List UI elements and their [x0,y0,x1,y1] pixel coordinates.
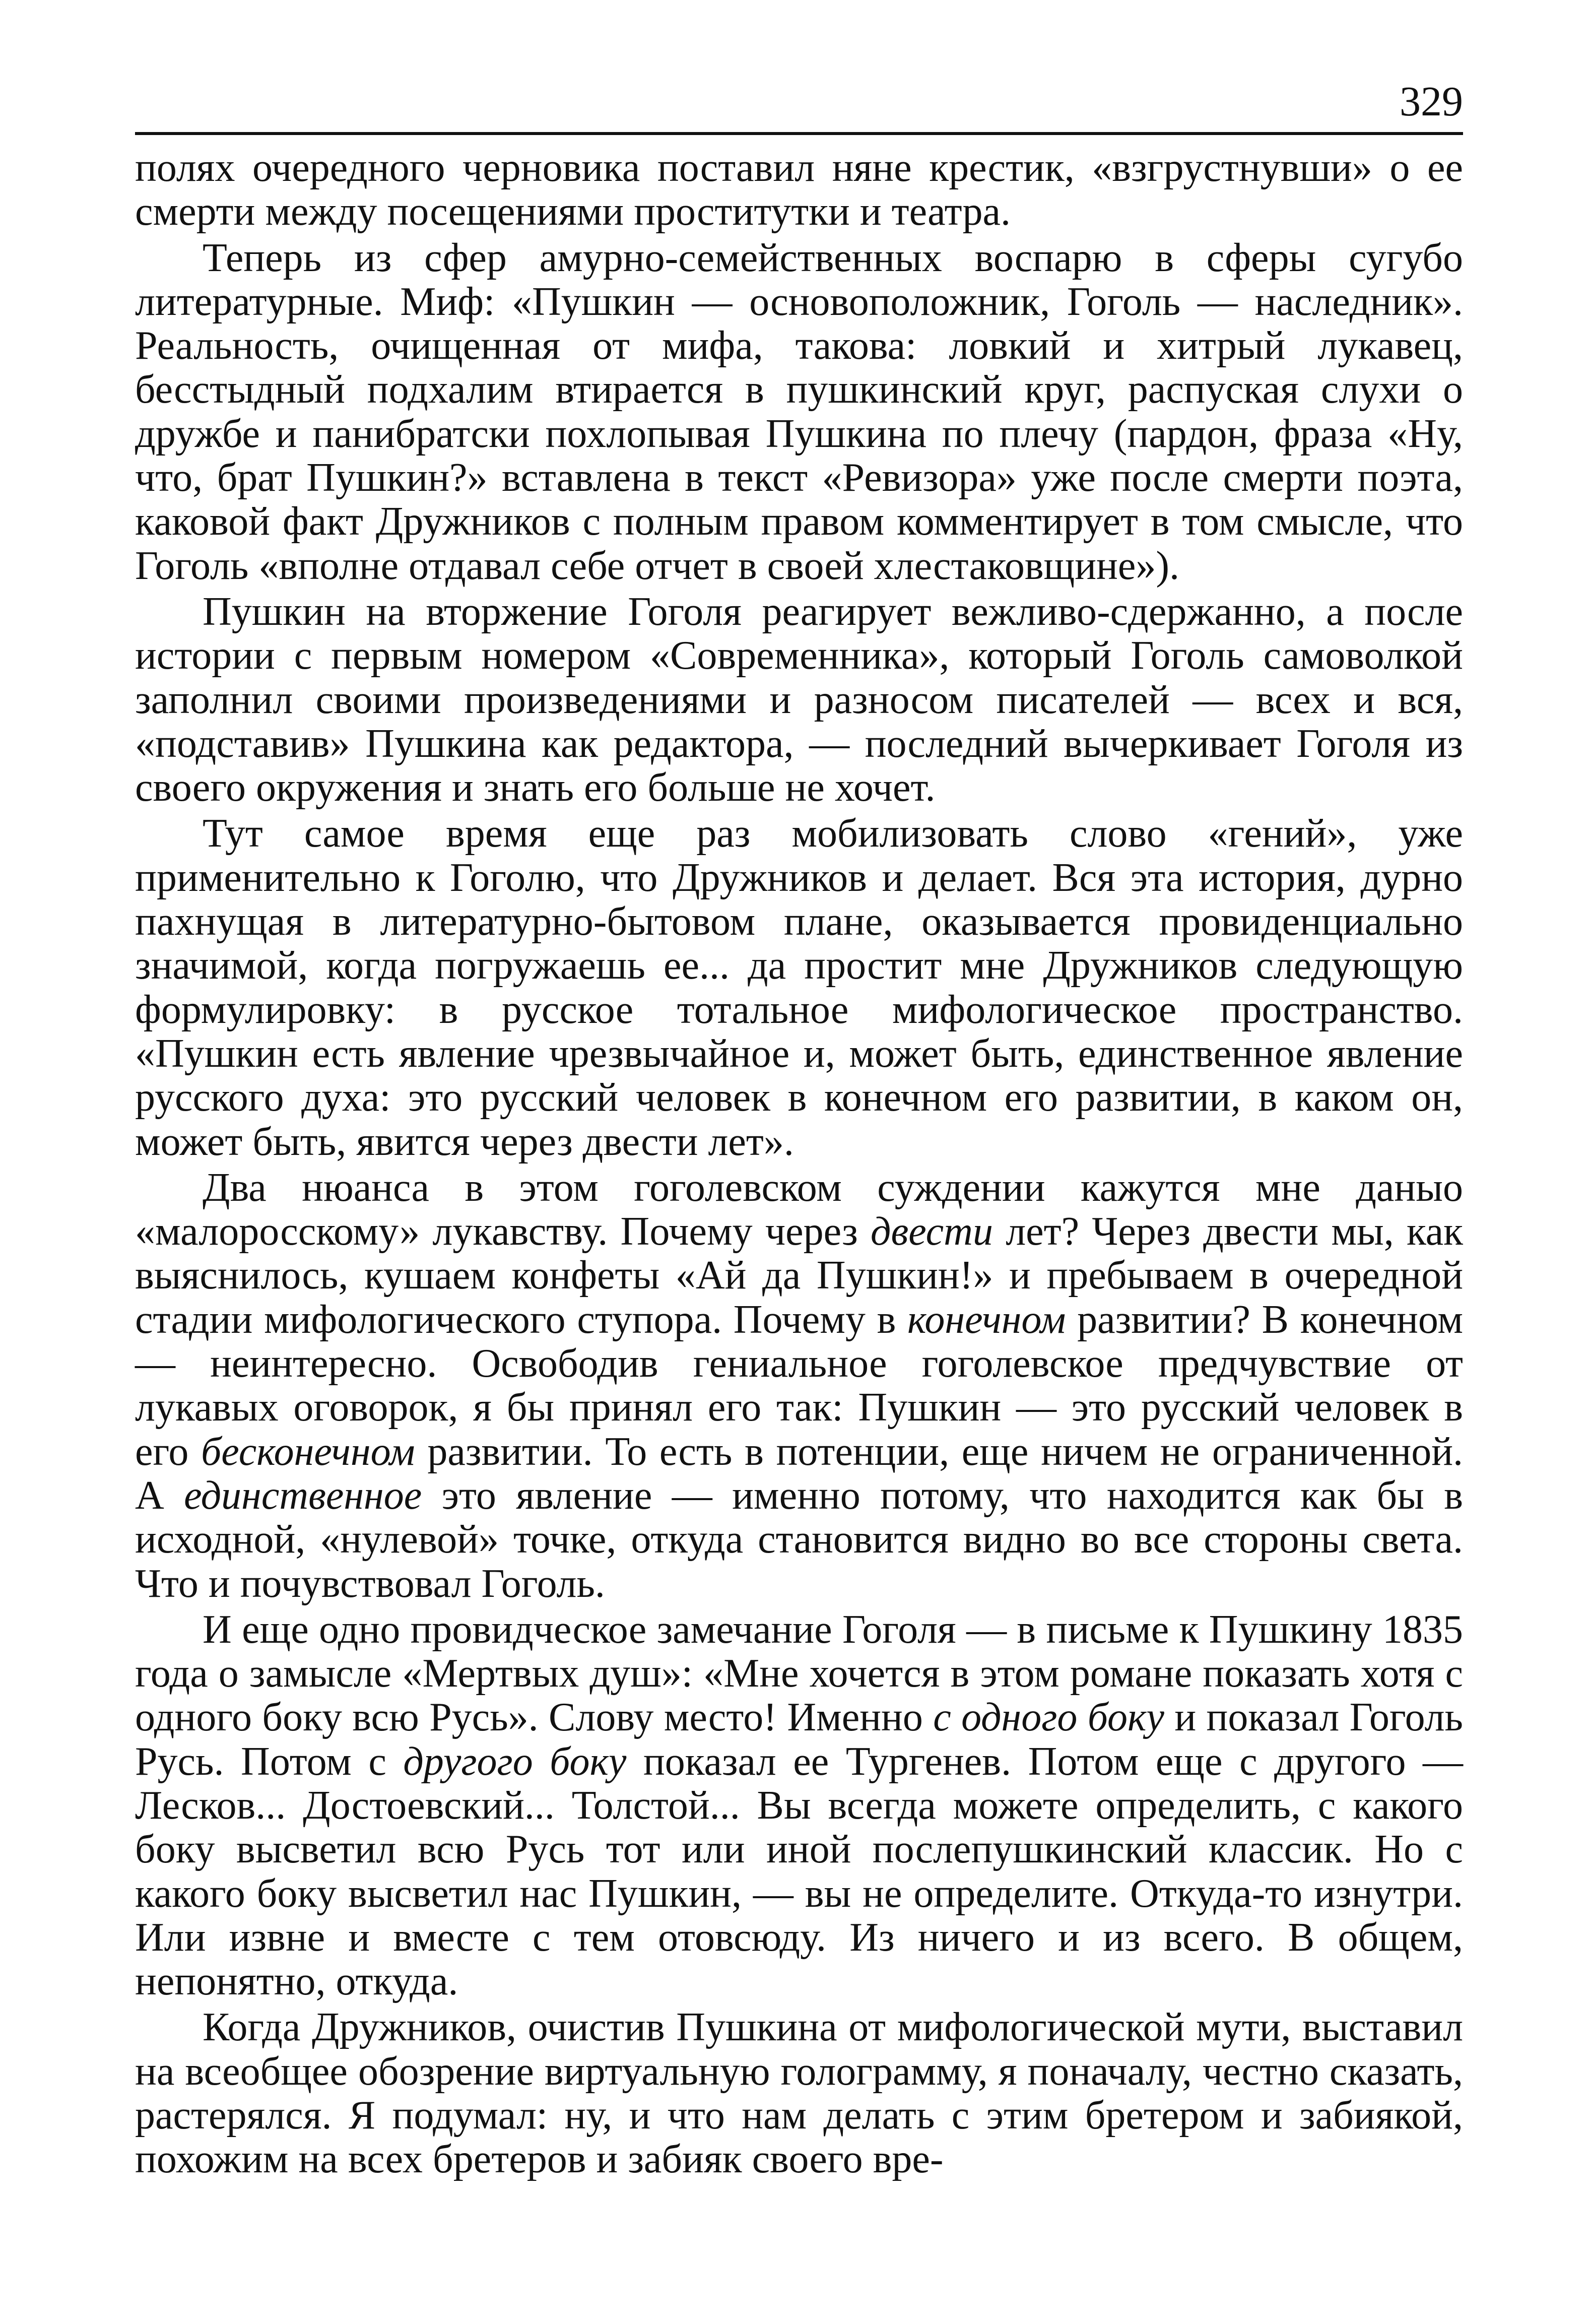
text-run: лет? Через двести мы, как выяснилось, кушаем конфеты «Ай да Пушкин!» и пребываем в очередной стадии мифологического ступора. Почему в [135,1209,1464,1342]
italic-phrase: с одного боку [933,1695,1164,1740]
paragraph [135,1608,1463,2004]
text-run: Пушкин на вторжение Гоголя реагирует вежливо-сдержанно, а после истории с первым номером «Современника», который Гоголь самоволкой заполнил своими произведениями и разносом писателей — всех и вся, «подставив» Пушкина как редактора, — последний вычеркивает Гоголя из своего окружения и знать его больше не хочет. [135,589,1463,810]
header-rule [135,132,1463,135]
page-number: 329 [1400,78,1463,125]
body-text [135,146,1463,2184]
italic-phrase: бесконечном [201,1429,415,1474]
text-run: Два нюанса в этом гоголевском суждении кажутся мне даныо «малоросскому» лукавству. Почему через [135,1165,1463,1254]
paragraph [135,146,1463,234]
text-run: это явление — именно потому, что находится как бы в исходной, «нулевой» точке, откуда становится видно во все стороны света. Что и почувствовал Гоголь. [135,1473,1463,1606]
text-run: И еще одно провидческое замечание Гоголя — в письме к Пушкину 1835 года о замысле «Мертвых душ»: «Мне хочется в этом романе показать хотя с одного боку всю Русь». Слову место! Именно [135,1607,1463,1740]
text-run: полях очередного черновика поставил няне крестик, «взгрустнувши» о ее смерти между посещениями проститутки и театра. [135,146,1463,234]
text-run: показал ее Тургенев. Потом еще с другого — Лесков... Достоевский... Толстой... Вы всегда можете определить, с какого боку высветил всю Русь тот или иной послепушкинский классик. Но с какого боку высветил нас Пушкин, — вы не определите. Откуда-то изнутри. Или извне и вместе с тем отовсюду. Из ничего и из всего. В общем, непонятно, откуда. [135,1739,1464,2004]
paragraph [135,812,1463,1164]
paragraph [135,590,1463,810]
text-run: развитии? В конечном — неинтересно. Освободив гениальное гоголевское предчувствие от лукавых оговорок, я бы принял его так: Пушкин — это русский человек в его [135,1297,1463,1474]
paragraph [135,1166,1463,1606]
paragraph [135,2006,1463,2181]
italic-phrase: конечном [907,1297,1066,1342]
text-run: Тут самое время еще раз мобилизовать слово «гений», уже применительно к Гоголю, что Дружников и делает. Вся эта история, дурно пахнущая в литературно-бытовом плане, оказывается провиденциально значимой, когда погружаешь ее... да простит мне Дружников следующую формулировку: в русское тотальное мифологическое пространство. «Пушкин есть явление чрезвычайное и, может быть, единственное явление русского духа: это русский человек в конечном его развитии, в каком он, может быть, явится через двести лет». [135,811,1463,1164]
paragraph [135,236,1463,588]
text-run: и показал Гоголь Русь. Потом с [135,1695,1463,1784]
italic-phrase: другого боку [403,1739,627,1784]
text-run: развитии. То есть в потенции, еще ничем не ограниченной. А [135,1429,1464,1518]
italic-phrase: единственное [184,1473,422,1518]
italic-phrase: двести [871,1209,993,1254]
text-run: Когда Дружников, очистив Пушкина от мифологической мути, выставил на всеобщее обозрение виртуальную голограмму, я поначалу, честно сказать, растерялся. Я подумал: ну, и что нам делать с этим бретером и забиякой, похожим на всех бретеров и забияк своего вре- [135,2005,1463,2182]
text-run: Теперь из сфер амурно-семейственных воспарю в сферы сугубо литературные. Миф: «Пушкин — основоположник, Гоголь — наследник». Реальность, очищенная от мифа, такова: ловкий и хитрый лукавец, бесстыдный подхалим втирается в пушкинский круг, распуская слухи о дружбе и панибратски похлопывая Пушкина по плечу (пардон, фраза «Ну, что, брат Пушкин?» вставлена в текст «Ревизора» уже после смерти поэта, каковой факт Дружников с полным правом комментирует в том смысле, что Гоголь «вполне отдавал себе отчет в своей хлестаковщине»). [135,235,1463,588]
